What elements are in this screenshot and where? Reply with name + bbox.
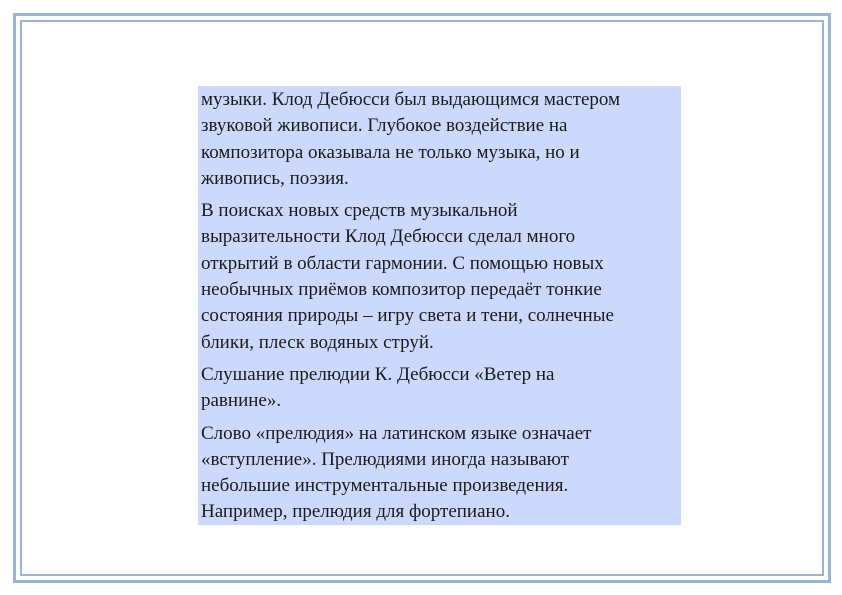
paragraph-4: Слово «прелюдия» на латинском языке означает «вступление». Прелюдиями иногда называют небольшие инструментальные произведения. Например, прелюдия для фортепиано. bbox=[201, 422, 592, 523]
text-block bbox=[198, 86, 681, 525]
paragraph-3: Слушание прелюдии К. Дебюсси «Ветер на равнине». bbox=[201, 363, 555, 412]
paragraph-1: музыки. Клод Дебюсси был выдающимся мастером звуковой живописи. Глубокое воздействие на композитора оказывала не только музыка, но и живопись, поэзия. bbox=[201, 89, 621, 189]
paragraph-2: В поисках новых средств музыкальной выразительности Клод Дебюсси сделал много открытий в области гармонии. С помощью новых необычных приёмов композитор передаёт тонкие состояния природы – игру света и тени, солнечные блики, плеск водяных струй. bbox=[201, 200, 614, 353]
